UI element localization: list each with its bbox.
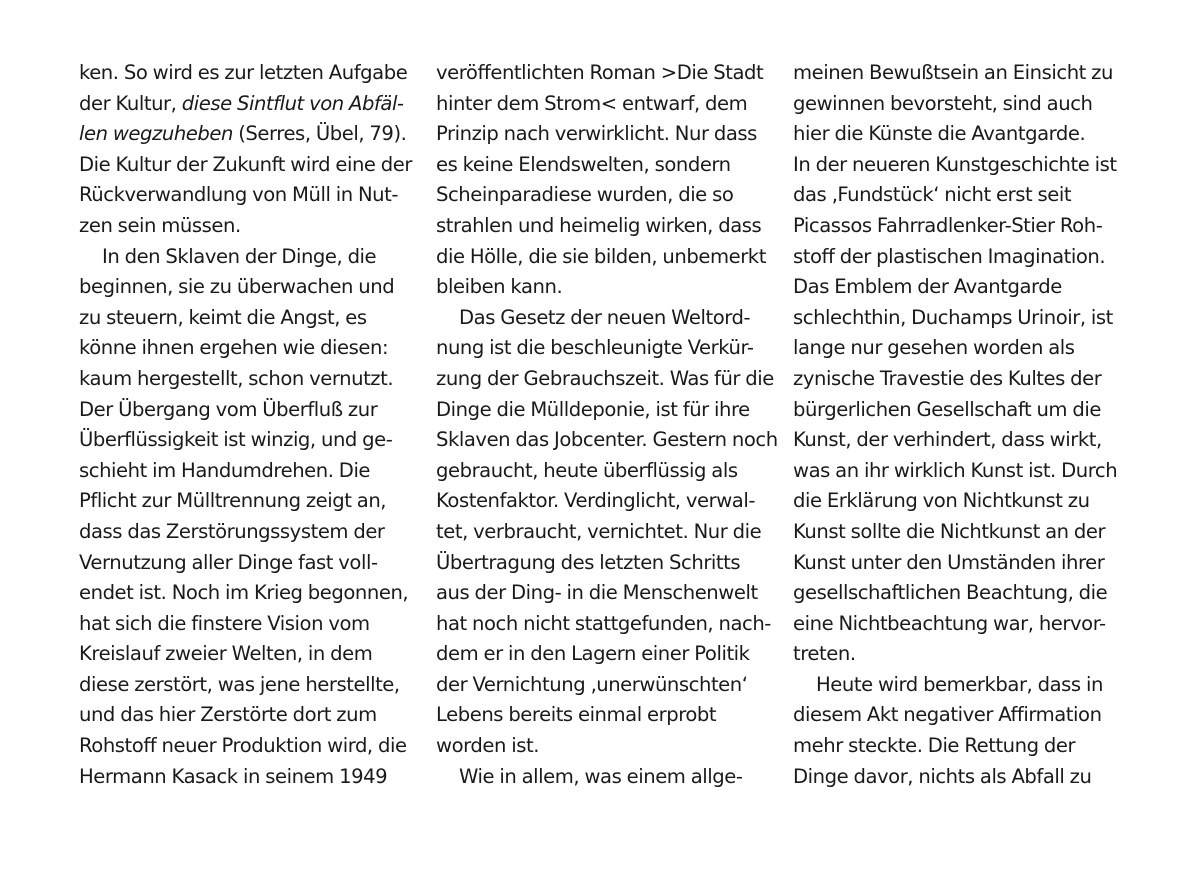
text-line: worden ist. — [436, 734, 539, 758]
italic-quote: len wegzuheben — [79, 122, 233, 146]
text-line: Der Übergang vom Überfluß zur — [79, 397, 378, 421]
text-line: bürgerlichen Gesellschaft um die — [793, 397, 1101, 421]
text-line: Kunst sollte die Nichtkunst an der — [793, 519, 1106, 543]
text-line: Lebens bereits einmal erprobt — [436, 703, 717, 727]
text-line: Kunst unter den Umständen ihrer — [793, 550, 1105, 574]
text-line: schieht im Handumdrehen. Die — [79, 458, 371, 482]
text-line: stoff der plastischen Imagination. — [793, 244, 1106, 268]
text-line: zu steuern, keimt die Angst, es — [79, 305, 367, 329]
paragraph-start: Wie in allem, was einem allge- — [459, 764, 743, 788]
text-line: Überflüssigkeit ist winzig, und ge- — [79, 428, 393, 452]
italic-quote: diese Sintflut von Abfäl- — [181, 91, 404, 115]
text-line: Das Emblem der Avantgarde — [793, 275, 1062, 299]
text-line: hinter dem Strom< entwarf, dem — [436, 91, 748, 115]
citation: (Serres, Übel, 79). — [232, 122, 407, 146]
text-line: hat noch nicht stattgefunden, nach- — [436, 611, 771, 635]
text-line: zung der Gebrauchszeit. Was für die — [436, 366, 774, 390]
text-line: In der neueren Kunstgeschichte ist — [793, 152, 1117, 176]
text-line: kaum hergestellt, schon vernutzt. — [79, 366, 394, 390]
text-line: Vernutzung aller Dinge fast voll- — [79, 550, 378, 574]
text-line: Kostenfaktor. Verdinglicht, verwal- — [436, 489, 755, 513]
text-line: mehr steckte. Die Rettung der — [793, 734, 1076, 758]
text-line: die Erklärung von Nichtkunst zu — [793, 489, 1090, 513]
paragraph-start: Heute wird bemerkbar, dass in — [816, 672, 1103, 696]
text-line: Dinge davor, nichts als Abfall zu — [793, 764, 1092, 788]
paragraph-start: Das Gesetz der neuen Weltord- — [459, 305, 751, 329]
text-line: gesellschaftlichen Beachtung, die — [793, 581, 1108, 605]
text-line: könne ihnen ergehen wie diesen: — [79, 336, 389, 360]
text-line: eine Nichtbeachtung war, hervor- — [793, 611, 1106, 635]
text-line: zynische Travestie des Kultes der — [793, 366, 1102, 390]
text-line: was an ihr wirklich Kunst ist. Durch — [793, 458, 1118, 482]
text-line: diesem Akt negativer Affirmation — [793, 703, 1102, 727]
text-line: der Vernichtung ‚unerwünschten‘ — [436, 672, 748, 696]
text-line: die Hölle, die sie bilden, unbemerkt — [436, 244, 766, 268]
text-line: Sklaven das Jobcenter. Gestern noch — [436, 428, 778, 452]
text-line: dass das Zerstörungssystem der — [79, 519, 385, 543]
text-line: Pflicht zur Mülltrennung zeigt an, — [79, 489, 387, 513]
text-line: treten. — [793, 642, 856, 666]
text-line: Scheinparadiese wurden, die so — [436, 183, 734, 207]
text-line: Dinge die Mülldeponie, ist für ihre — [436, 397, 750, 421]
text-line: dem er in den Lagern einer Politik — [436, 642, 750, 666]
text-column-3 — [793, 58, 1145, 792]
text-line: es keine Elendswelten, sondern — [436, 152, 731, 176]
text-line: hat sich die finstere Vision vom — [79, 611, 370, 635]
text-line: Die Kultur der Zukunft wird eine der — [79, 152, 412, 176]
text-line: Kreislauf zweier Welten, in dem — [79, 642, 373, 666]
text-line: endet ist. Noch im Krieg begonnen, — [79, 581, 409, 605]
text-line: schlechthin, Duchamps Urinoir, ist — [793, 305, 1113, 329]
text-line: Prinzip nach verwirklicht. Nur dass — [436, 122, 757, 146]
text-line: Rückverwandlung von Müll in Nut- — [79, 183, 398, 207]
text-line: Übertragung des letzten Schritts — [436, 550, 741, 574]
text-line — [79, 119, 431, 150]
text-line: lange nur gesehen worden als — [793, 336, 1075, 360]
text-line: gebraucht, heute überflüssig als — [436, 458, 738, 482]
text-line: meinen Bewußtsein an Einsicht zu — [793, 61, 1113, 84]
text-line: und das hier Zerstörte dort zum — [79, 703, 377, 727]
text-line: hier die Künste die Avantgarde. — [793, 122, 1086, 146]
text-line: beginnen, sie zu überwachen und — [79, 275, 395, 299]
text-line: Kunst, der verhindert, dass wirkt, — [793, 428, 1102, 452]
text-line: Hermann Kasack in seinem 1949 — [79, 764, 388, 788]
text-line: diese zerstört, was jene herstellte, — [79, 672, 400, 696]
paragraph-start: In den Sklaven der Dinge, die — [102, 244, 377, 268]
text-column-1 — [79, 58, 431, 792]
text-line: aus der Ding- in die Menschenwelt — [436, 581, 758, 605]
text-line: Picassos Fahrradlenker-Stier Roh- — [793, 213, 1103, 237]
text-line: bleiben kann. — [436, 275, 563, 299]
text-line: ken. So wird es zur letzten Aufgabe — [79, 61, 408, 84]
text-line: der Kultur, diese Sintflut von Abfäl- — [79, 91, 404, 115]
text-line: gewinnen bevorsteht, sind auch — [793, 91, 1093, 115]
text-line: nung ist die beschleunigte Verkür- — [436, 336, 754, 360]
text-line: tet, verbraucht, vernichtet. Nur die — [436, 519, 762, 543]
text-line: veröffentlichten Roman >Die Stadt — [436, 61, 764, 84]
text-line: das ‚Fundstück‘ nicht erst seit — [793, 183, 1072, 207]
text-line: Rohstoff neuer Produktion wird, die — [79, 734, 407, 758]
text-line: strahlen und heimelig wirken, dass — [436, 213, 762, 237]
text-line: zen sein müssen. — [79, 213, 241, 237]
text-column-2 — [436, 58, 788, 792]
